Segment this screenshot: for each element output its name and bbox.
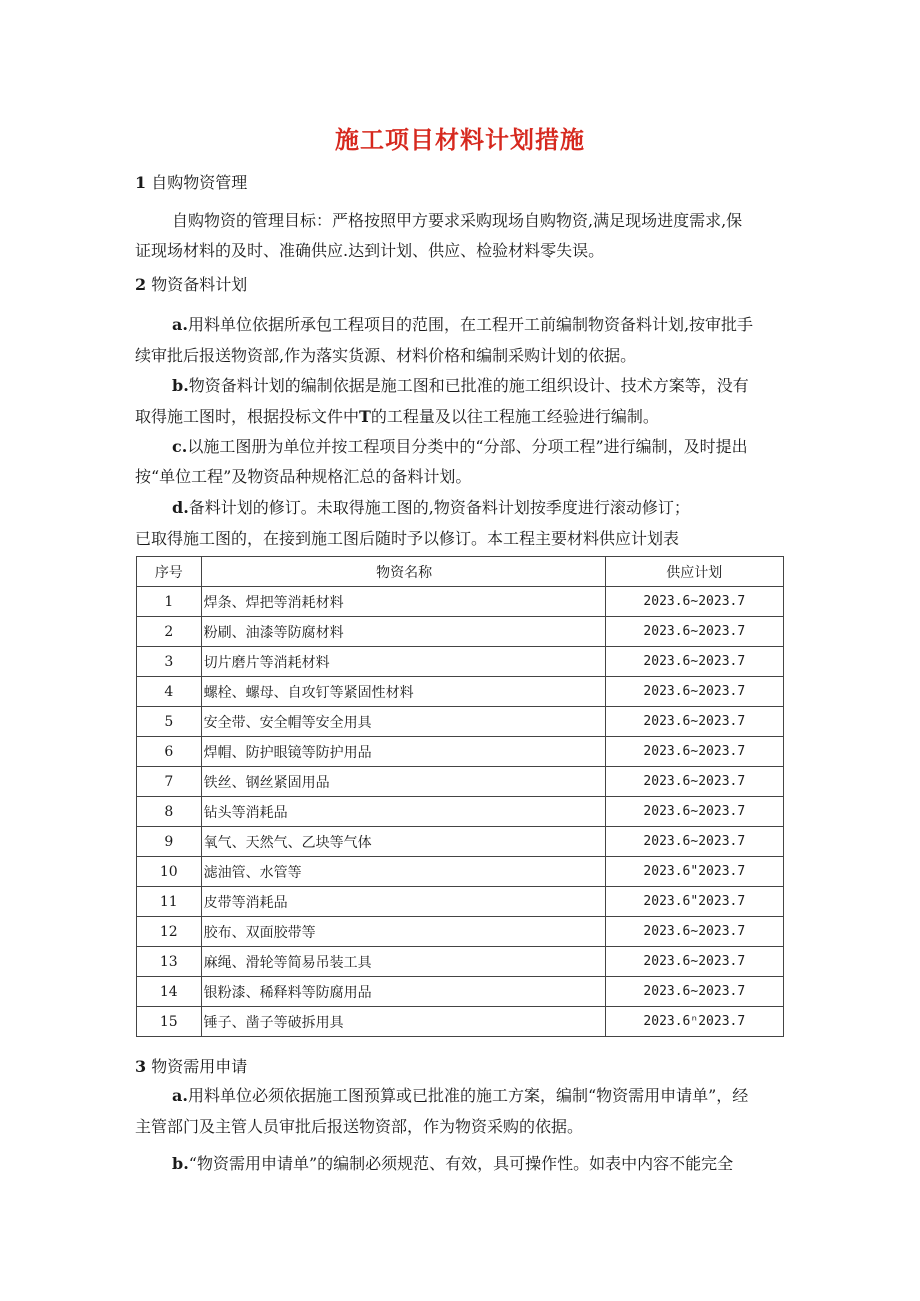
table-row bbox=[137, 917, 784, 947]
item-c-line-1 bbox=[172, 436, 788, 458]
item-text: 用料单位依据所承包工程项目的范围，在工程开工前编制物资备料计划,按审批手 bbox=[187, 315, 754, 334]
item-text: 以施工图册为单位并按工程项目分类中的“分部、分项工程”进行编制，及时提出 bbox=[187, 437, 748, 456]
row-material-name: 铁丝、钢丝紧固用品 bbox=[201, 767, 605, 797]
row-supply-plan: 2023.6~2023.7 bbox=[605, 737, 783, 767]
section-3-heading bbox=[135, 1056, 247, 1078]
row-index: 8 bbox=[137, 797, 202, 827]
item-text: 用料单位必须依据施工图预算或已批准的施工方案，编制“物资需用申请单”，经 bbox=[187, 1086, 749, 1105]
item-d-line-2: 已取得施工图的，在接到施工图后随时予以修订。本工程主要材料供应计划表 bbox=[135, 529, 680, 548]
item-a-line-1 bbox=[172, 314, 788, 336]
section-3-item-b-line-1 bbox=[172, 1153, 788, 1175]
table-row bbox=[137, 1007, 784, 1037]
section-number: 1 bbox=[135, 173, 147, 192]
row-supply-plan: 2023.6"2023.7 bbox=[605, 857, 783, 887]
row-index: 14 bbox=[137, 977, 202, 1007]
row-index: 2 bbox=[137, 617, 202, 647]
item-lead: c. bbox=[172, 437, 188, 456]
row-material-name: 粉刷、油漆等防腐材料 bbox=[201, 617, 605, 647]
row-material-name: 切片磨片等消耗材料 bbox=[201, 647, 605, 677]
row-material-name: 钻头等消耗品 bbox=[201, 797, 605, 827]
section-3-item-a-line-1 bbox=[172, 1085, 788, 1107]
table-row bbox=[137, 617, 784, 647]
table-row bbox=[137, 647, 784, 677]
row-index: 12 bbox=[137, 917, 202, 947]
row-material-name: 皮带等消耗品 bbox=[201, 887, 605, 917]
table-header-row bbox=[137, 557, 784, 587]
table-row bbox=[137, 677, 784, 707]
row-supply-plan: 2023.6~2023.7 bbox=[605, 587, 783, 617]
table-row bbox=[137, 587, 784, 617]
row-supply-plan: 2023.6"2023.7 bbox=[605, 887, 783, 917]
table-row bbox=[137, 857, 784, 887]
row-material-name: 螺栓、螺母、自攻钉等紧固性材料 bbox=[201, 677, 605, 707]
page-title: 施工项目材料计划措施 bbox=[335, 126, 585, 154]
table-row bbox=[137, 797, 784, 827]
item-text-bold: T bbox=[359, 407, 371, 426]
table-row bbox=[137, 737, 784, 767]
section-3-item-a-line-2: 主管部门及主管人员审批后报送物资部，作为物资采购的依据。 bbox=[135, 1117, 584, 1136]
row-supply-plan: 2023.6~2023.7 bbox=[605, 617, 783, 647]
row-supply-plan: 2023.6~2023.7 bbox=[605, 827, 783, 857]
row-supply-plan: 2023.6~2023.7 bbox=[605, 647, 783, 677]
row-index: 13 bbox=[137, 947, 202, 977]
row-supply-plan: 2023.6~2023.7 bbox=[605, 797, 783, 827]
row-index: 9 bbox=[137, 827, 202, 857]
section-title: 自购物资管理 bbox=[151, 173, 248, 192]
row-index: 4 bbox=[137, 677, 202, 707]
row-index: 6 bbox=[137, 737, 202, 767]
row-supply-plan: 2023.6~2023.7 bbox=[605, 707, 783, 737]
row-material-name: 银粉漆、稀释料等防腐用品 bbox=[201, 977, 605, 1007]
col-header-index: 序号 bbox=[137, 557, 202, 587]
item-b-line-1 bbox=[172, 375, 788, 397]
item-c-line-2: 按“单位工程”及物资品种规格汇总的备料计划。 bbox=[135, 467, 472, 486]
row-supply-plan: 2023.6~2023.7 bbox=[605, 947, 783, 977]
section-title: 物资需用申请 bbox=[151, 1057, 248, 1076]
row-index: 11 bbox=[137, 887, 202, 917]
item-lead: b. bbox=[172, 376, 189, 395]
item-lead: a. bbox=[172, 1086, 188, 1105]
section-title: 物资备料计划 bbox=[151, 275, 248, 294]
row-supply-plan: 2023.6~2023.7 bbox=[605, 767, 783, 797]
row-index: 3 bbox=[137, 647, 202, 677]
table-row bbox=[137, 707, 784, 737]
row-supply-plan: 2023.6~2023.7 bbox=[605, 977, 783, 1007]
section-2-heading bbox=[135, 274, 247, 296]
table-row bbox=[137, 977, 784, 1007]
row-supply-plan: 2023.6~2023.7 bbox=[605, 917, 783, 947]
item-lead: d. bbox=[172, 498, 189, 517]
item-lead: b. bbox=[172, 1154, 189, 1173]
row-material-name: 滤油管、水管等 bbox=[201, 857, 605, 887]
table-row bbox=[137, 947, 784, 977]
row-index: 10 bbox=[137, 857, 202, 887]
item-text: 物资备料计划的编制依据是施工图和已批准的施工组织设计、技术方案等，没有 bbox=[188, 376, 749, 395]
item-d-line-1 bbox=[172, 497, 788, 519]
row-index: 15 bbox=[137, 1007, 202, 1037]
row-material-name: 胶布、双面胶带等 bbox=[201, 917, 605, 947]
section-number: 2 bbox=[135, 275, 147, 294]
item-text: 取得施工图时，根据投标文件中 bbox=[135, 407, 360, 426]
row-material-name: 锤子、凿子等破拆用具 bbox=[201, 1007, 605, 1037]
table-row bbox=[137, 887, 784, 917]
row-material-name: 安全带、安全帽等安全用具 bbox=[201, 707, 605, 737]
row-supply-plan: 2023.6ⁿ2023.7 bbox=[605, 1007, 783, 1037]
col-header-name: 物资名称 bbox=[201, 557, 605, 587]
row-index: 7 bbox=[137, 767, 202, 797]
section-1-para-line-2: 证现场材料的及时、准确供应.达到计划、供应、检验材料零失误。 bbox=[135, 241, 605, 260]
table-row bbox=[137, 767, 784, 797]
item-text: 的工程量及以往工程施工经验进行编制。 bbox=[370, 407, 659, 426]
row-material-name: 氧气、天然气、乙块等气体 bbox=[201, 827, 605, 857]
section-1-heading bbox=[135, 172, 247, 194]
row-index: 5 bbox=[137, 707, 202, 737]
row-material-name: 焊帽、防护眼镜等防护用品 bbox=[201, 737, 605, 767]
row-supply-plan: 2023.6~2023.7 bbox=[605, 677, 783, 707]
row-material-name: 焊条、焊把等消耗材料 bbox=[201, 587, 605, 617]
material-supply-table bbox=[136, 556, 784, 1037]
section-1-para-line-1: 自购物资的管理目标：严格按照甲方要求采购现场自购物资,满足现场进度需求,保 bbox=[172, 211, 743, 230]
item-lead: a. bbox=[172, 315, 188, 334]
item-b-line-2 bbox=[135, 406, 659, 428]
row-material-name: 麻绳、滑轮等简易吊装工具 bbox=[201, 947, 605, 977]
col-header-plan: 供应计划 bbox=[605, 557, 783, 587]
item-text: 备料计划的修订。未取得施工图的,物资备料计划按季度进行滚动修订； bbox=[188, 498, 690, 517]
item-text: “物资需用申请单”的编制必须规范、有效，具可操作性。如表中内容不能完全 bbox=[188, 1154, 734, 1173]
table-row bbox=[137, 827, 784, 857]
item-a-line-2: 续审批后报送物资部,作为落实货源、材料价格和编制采购计划的依据。 bbox=[135, 346, 637, 365]
row-index: 1 bbox=[137, 587, 202, 617]
section-number: 3 bbox=[135, 1057, 147, 1076]
